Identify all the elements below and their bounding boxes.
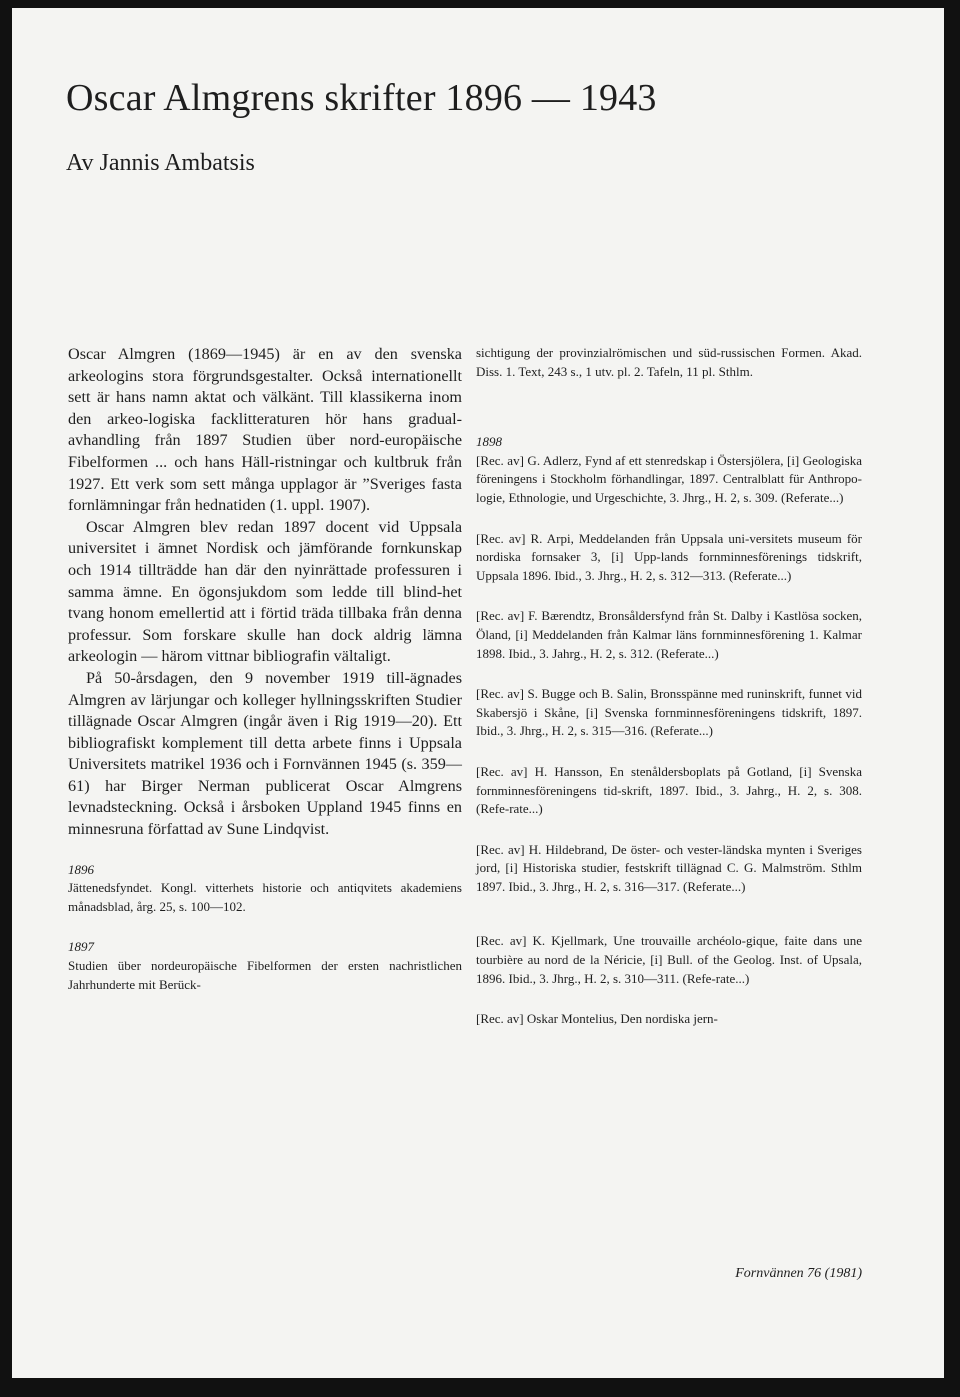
bib-entry-continued: sichtigung der provinzialrömischen und süd-russischen Formen. Akad. Diss. 1. Text, 243 s., 1 utv. pl. 2. Tafeln, 11 pl. Sthlm.: [476, 345, 862, 379]
article-author: Av Jannis Ambatsis: [66, 150, 255, 176]
bib-year: 1896: [68, 861, 94, 877]
bib-entry: [Rec. av] H. Hansson, En stenåldersboplats på Gotland, [i] Svenska fornminnesföreningens tid-skrift, 1897. Ibid., 3. Jahrg., H. 2, s. 308. (Refe-rate...): [476, 763, 862, 817]
bib-entry: [Rec. av] S. Bugge och B. Salin, Bronsspänne med runinskrift, funnet vid Skabersjö i Skåne, [i] Svenska fornminnesföreningens tidskrift, 1897. Ibid., 3. Jhrg., H. 2, s. 315—316. (Referate...): [476, 686, 862, 739]
intro-paragraph: På 50-årsdagen, den 9 november 1919 till-ägnades Almgren av lärjungar och kolleger hyllningsskriften Studier tillägnade Oscar Almgren (ingår även i Rig 1919—20). Ett bibliografiskt komplement till detta arbete finns i Uppsala Universitets matrikel 1936 och i Fornvännen 1945 (s. 359—61) har Birger Nerman publicerat Oscar Almgrens levnadsteckning. Också i årsboken Uppland 1945 finns en minnesruna författad av Sune Lindqvist.: [68, 668, 462, 839]
intro-paragraph: Oscar Almgren blev redan 1897 docent vid Uppsala universitet i ämnet Nordisk och jämförande fornkunskap och 1914 tillträdde han där den nyinrättade professuren i samma ämne. En ögonsjukdom som ledde till blind-het tvang honom emellertid att i förtid träda tillbaka från denna professur. Som forskare skulle han dock aldrig lämna arkeologin — härom vittnar bibliografin vältaligt.: [68, 517, 462, 666]
intro-paragraph: Oscar Almgren (1869—1945) är en av den svenska arkeologins stora förgrundsgestalter. Också internationellt sett är hans namn aktat och välkänt. Till klassikerna inom den arkeo-logiska facklitteraturen hör hans gradual-avhandling från 1897 Studien über nord-europäische Fibelformen ... och hans Häll-ristningar och kultbruk från 1927. Ett verk som sett många upplagor är ”Sveriges fasta fornlämningar från hednatiden (1. uppl. 1907).: [68, 345, 462, 515]
bib-entry: [Rec. av] F. Bærendtz, Bronsåldersfynd från St. Dalby i Kastlösa socken, Öland, [i] Meddelanden från Kalmar läns fornminnesförening 1. Kalmar 1898. Ibid., 3. Jahrg., H. 2, s. 312. (Referate...): [476, 608, 862, 661]
page: [12, 8, 944, 1378]
bib-entry: [Rec. av] R. Arpi, Meddelanden från Uppsala uni-versitets museum för nordiska fornsaker 3, [i] Upp-lands fornminnesförenings tidskrift, Uppsala 1896. Ibid., 3. Jhrg., H. 2, s. 312—313. (Referate...): [476, 530, 862, 583]
intro-text: [68, 344, 462, 841]
bib-entry: [Rec. av] G. Adlerz, Fynd af ett stenredskap i Östersjölera, [i] Geologiska föreningens i Stockholm förhandlingar, 1897. Centralblatt für Anthropo-logie, Ethnologie, und Urgeschichte, 3. Jhrg., H. 2, s. 309. (Referate...): [476, 452, 862, 505]
bib-entry: Studien über nordeuropäische Fibelformen der ersten nachristlichen Jahrhunderte mit Berück-: [68, 958, 462, 992]
bib-year: 1898: [476, 434, 502, 450]
right-column: [476, 344, 862, 1029]
bib-entry: [Rec. av] K. Kjellmark, Une trouvaille archéolo-gique, faite dans une tourbière au nord de la Néricie, [i] Bull. of the Geolog. Inst. of Upsala, 1896. Ibid., 3. Jhrg., H. 2, s. 310—311. (Refe-rate...): [476, 933, 862, 986]
bib-entry: [Rec. av] H. Hildebrand, De öster- och vester-ländska mynten i Sveriges jord, [i] Historiska studier, festskrift tillägnad C. G. Malmström. Sthlm 1897. Ibid., 3. Jhrg., H. 2, s. 316—317. (Referate...): [476, 841, 862, 894]
bib-year: 1897: [68, 939, 94, 955]
bib-entry: [Rec. av] Oskar Montelius, Den nordiska jern-: [476, 1011, 718, 1027]
article-title: Oscar Almgrens skrifter 1896 — 1943: [66, 77, 657, 119]
bibliography-left: [68, 861, 462, 995]
bib-entry: Jättenedsfyndet. Kongl. vitterhets historie och antiqvitets akademiens månadsblad, årg. 25, s. 100—102.: [68, 880, 462, 914]
left-column: [68, 344, 462, 994]
journal-footer: Fornvännen 76 (1981): [735, 1266, 862, 1281]
